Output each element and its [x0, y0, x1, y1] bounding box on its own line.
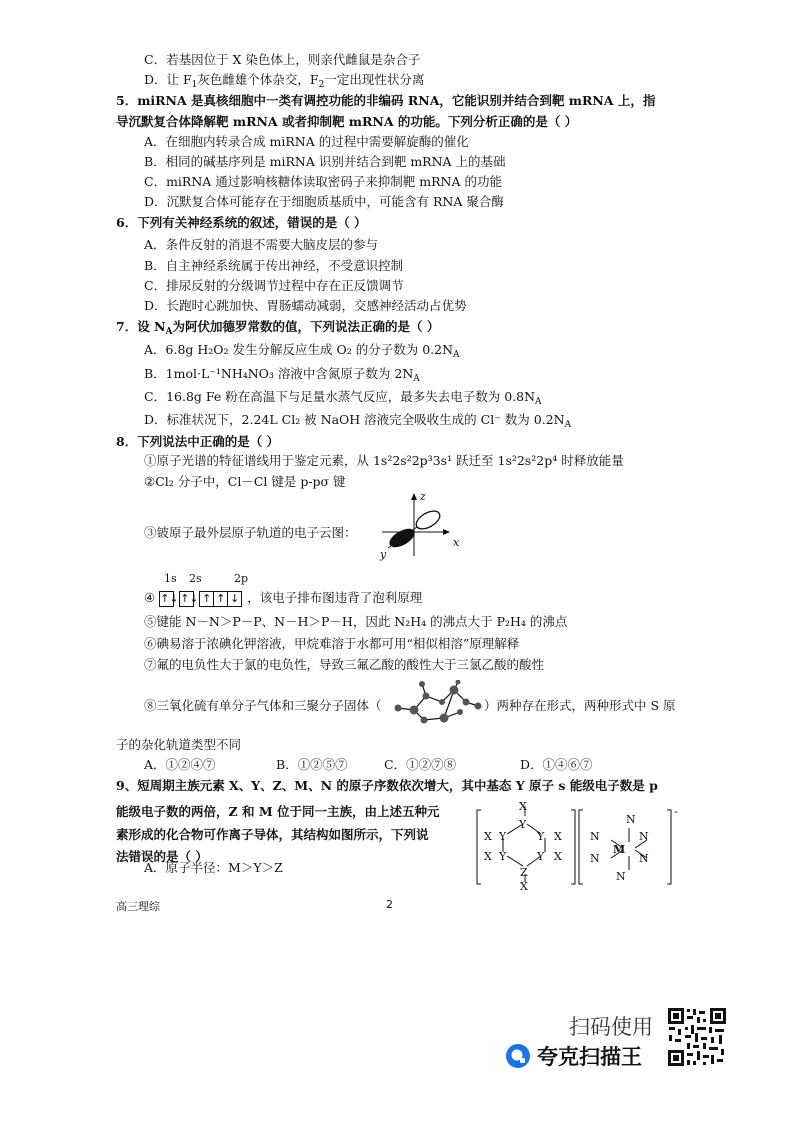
- q7-option-b-sub: A: [413, 374, 420, 384]
- q9-stem-line1: 9、短周期主族元素 X、Y、Z、M、N 的原子序数依次增大，其中基态 Y 原子 s 能级电子数是 p: [116, 778, 658, 793]
- q6-option-a: A．条件反射的消退不需要大脑皮层的参与: [144, 237, 379, 252]
- quark-logo-icon: [505, 1043, 531, 1069]
- statement-4-number: ④: [144, 590, 156, 605]
- q8-statement-8a: ⑧三氧化硫有单分子气体和三聚分子固体（: [144, 698, 382, 713]
- atom-n-left2: N: [590, 852, 600, 865]
- q7-option-d: [144, 412, 571, 433]
- q8-statement-2: ②Cl₂ 分子中，Cl－Cl 键是 p-pσ 键: [144, 474, 346, 489]
- atom-x-top: X: [519, 800, 527, 813]
- q6-option-d: D．长跑时心跳加快、胃肠蠕动减弱，交感神经活动占优势: [144, 298, 467, 313]
- scanner-caption: 扫码使用: [569, 1015, 653, 1039]
- q8-option-c: C．①②⑦⑧: [384, 757, 457, 772]
- atom-n-right2: N: [639, 852, 649, 865]
- q8-statement-8c: 子的杂化轨道类型不同: [116, 737, 242, 752]
- qr-code: [667, 1007, 727, 1067]
- axis-x-label: x: [453, 536, 460, 549]
- atom-n-left1: N: [590, 830, 600, 843]
- orbital-box-2py: ↑: [213, 591, 228, 607]
- q8-option-a: A．①②④⑦: [144, 757, 216, 772]
- q5-option-a: A．在细胞内转录合成 miRNA 的过程中需要解旋酶的催化: [144, 134, 469, 149]
- atom-n-right1: N: [639, 830, 649, 843]
- q8-option-b: B．①②⑤⑦: [276, 757, 348, 772]
- orbital-box-2px: ↑: [199, 591, 214, 607]
- so3-trimer-molecule: [392, 680, 484, 728]
- axis-z-label: z: [420, 490, 426, 503]
- q5-option-d: D．沉默复合体可能存在于细胞质基质中，可能含有 RNA 聚合酶: [144, 194, 504, 209]
- q5-option-c: C．miRNA 通过影响核糖体读取密码子来抑制靶 mRNA 的功能: [144, 174, 502, 189]
- q7-option-a: [144, 342, 460, 363]
- orbital-box-2s: ↑↓: [180, 592, 199, 605]
- orbital-label-1s: 1s: [164, 572, 177, 585]
- atom-y-left2: Y: [499, 850, 507, 863]
- q7-option-d-sub: A: [564, 420, 572, 430]
- q8-statement-6: ⑥碘易溶于浓碘化钾溶液，甲烷难溶于水都可用“相似相溶”原理解释: [144, 636, 520, 651]
- q7-option-c-sub: A: [535, 397, 542, 407]
- q6-option-c: C．排尿反射的分级调节过程中存在正反馈调节: [144, 278, 404, 293]
- atom-x-right2: X: [554, 850, 562, 863]
- q8-statement-8b: ）两种存在形式，两种形式中 S 原: [484, 698, 676, 713]
- atom-x-bottom: X: [520, 880, 528, 893]
- orbital-label-2p: 2p: [234, 572, 249, 585]
- q6-option-b: B．自主神经系统属于传出神经，不受意识控制: [144, 258, 404, 273]
- q8-statement-4: [144, 590, 422, 607]
- atom-y-right2: Y: [537, 850, 545, 863]
- q9-stem-line3: 素形成的化合物可作离子导体，其结构如图所示，下列说: [116, 827, 429, 842]
- orbital-box-1s: ↑↓: [160, 592, 179, 605]
- statement-4-text: ，该电子排布图违背了泡利原理: [247, 590, 423, 605]
- atom-x-left1: X: [484, 830, 492, 843]
- q8-option-d: D．①④⑥⑦: [520, 757, 593, 772]
- atom-x-left2: X: [484, 850, 492, 863]
- q7-option-c-text: C．16.8g Fe 粉在高温下与足量水蒸气反应，最多失去电子数为 0.8N: [144, 389, 536, 404]
- q4-option-c: C．若基因位于 X 染色体上，则亲代雌鼠是杂合子: [144, 52, 421, 67]
- scanner-brand-name: 夸克扫描王: [537, 1045, 642, 1069]
- q4-option-d-part1: D．让 F: [144, 72, 192, 87]
- q7-stem-part1: 7．设 N: [116, 319, 166, 334]
- ionic-conductor-structure: [475, 800, 680, 892]
- atom-y-left1: Y: [499, 830, 507, 843]
- atom-z-bottom: Z: [520, 866, 528, 879]
- axis-y-label: y: [380, 548, 387, 561]
- footer-page-number: 2: [386, 898, 393, 911]
- atom-n-top: N: [626, 813, 636, 826]
- q7-option-b: [144, 366, 420, 387]
- q9-stem-line4: 法错误的是（ ）: [116, 849, 208, 864]
- orbital-box-2pz: ↓: [227, 591, 242, 607]
- scanner-brand: [505, 1041, 642, 1071]
- q8-statement-1: ①原子光谱的特征谱线用于鉴定元素，从 1s²2s²2p³3s¹ 跃迁至 1s²2s²2p⁴ 时释放能量: [144, 453, 624, 468]
- q8-statement-3: ③铍原子最外层原子轨道的电子云图：: [144, 525, 357, 540]
- atom-y-right1: Y: [537, 830, 545, 843]
- atom-m-center: M: [613, 843, 626, 856]
- q8-statement-7: ⑦氟的电负性大于氯的电负性，导致三氟乙酸的酸性大于三氯乙酸的酸性: [144, 657, 545, 672]
- q7-option-b-text: B．1mol·L⁻¹NH₄NO₃ 溶液中含氮原子数为 2N: [144, 366, 414, 381]
- q9-stem-line2: 能级电子数的两倍，Z 和 M 位于同一主族，由上述五种元: [116, 804, 440, 819]
- q4-option-d-part3: 一定出现性状分离: [324, 72, 425, 87]
- q7-option-a-sub: A: [453, 350, 460, 360]
- q7-option-a-text: A．6.8g H₂O₂ 发生分解反应生成 O₂ 的分子数为 0.2N: [144, 342, 454, 357]
- q6-stem: 6．下列有关神经系统的叙述，错误的是（ ）: [116, 215, 367, 230]
- q7-stem-part2: 为阿伏加德罗常数的值，下列说法正确的是（ ）: [172, 319, 440, 334]
- q7-stem-sub: A: [165, 327, 173, 337]
- atom-n-bottom: N: [616, 870, 626, 883]
- q7-option-d-text: D．标准状况下，2.24L Cl₂ 被 NaOH 溶液完全吸收生成的 Cl⁻ 数为 0.2N: [144, 412, 565, 427]
- q9-option-a: A．原子半径：M＞Y＞Z: [144, 860, 283, 875]
- orbital-label-2s: 2s: [189, 572, 202, 585]
- q7-option-c: [144, 389, 542, 410]
- q5-stem-line1: 5．miRNA 是真核细胞中一类有调控功能的非编码 RNA，它能识别并结合到靶 mRNA 上，指: [116, 93, 656, 108]
- footer-subject: 高三理综: [116, 900, 160, 913]
- anion-charge: -: [674, 805, 678, 818]
- q5-stem-line2: 导沉默复合体降解靶 mRNA 或者抑制靶 mRNA 的功能。下列分析正确的是（ ）: [116, 114, 578, 129]
- atom-x-right1: X: [554, 830, 562, 843]
- q4-option-d: D．让 $F_1$灰色雌雄个体杂交，$F_2$一定出现性状分离: [144, 72, 425, 90]
- q8-statement-5: ⑤键能 N－N＞P－P、N－H＞P－H，因此 N₂H₄ 的沸点大于 P₂H₄ 的沸点: [144, 614, 568, 629]
- q8-stem: 8．下列说法中正确的是（ ）: [116, 434, 280, 449]
- q7-stem: [116, 319, 439, 340]
- q4-option-d-part2: 灰色雌雄个体杂交，F: [197, 72, 319, 87]
- atom-y-top: Y: [519, 818, 527, 831]
- q5-option-b: B．相同的碱基序列是 miRNA 识别并结合到靶 mRNA 上的基础: [144, 154, 506, 169]
